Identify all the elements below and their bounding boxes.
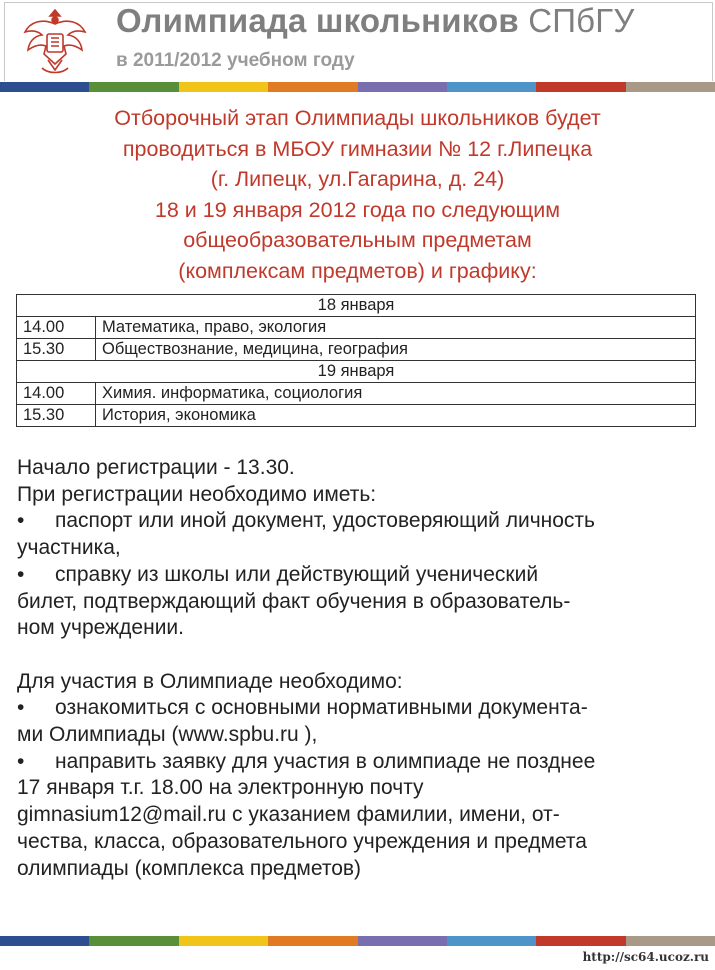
day-header: 19 января <box>17 361 696 383</box>
stripe-segment <box>447 82 536 92</box>
list-item-continuation: олимпиады (комплекса предметов) <box>17 856 362 880</box>
time-cell: 14.00 <box>17 317 96 339</box>
table-row <box>17 339 696 361</box>
list-item <box>17 562 707 589</box>
table-day-row <box>17 295 696 317</box>
stripe-segment <box>179 936 268 946</box>
stripe-segment <box>358 82 447 92</box>
table-row <box>17 405 696 427</box>
university-crest-icon <box>20 4 90 78</box>
title-main: Олимпиада школьников <box>116 2 519 39</box>
stripe-segment <box>268 936 357 946</box>
table-row <box>17 383 696 405</box>
page-subtitle: в 2011/2012 учебном году <box>116 50 355 71</box>
stripe-segment <box>626 936 715 946</box>
watermark: http://sc64.ucoz.ru <box>582 950 709 964</box>
stripe-segment <box>89 82 178 92</box>
top-color-stripe <box>0 82 715 92</box>
bottom-color-stripe <box>0 936 715 946</box>
day-header: 18 января <box>17 295 696 317</box>
stripe-segment <box>268 82 357 92</box>
bullet: • <box>17 749 25 773</box>
announcement-line: (г. Липецк, ул.Гагарина, д. 24) <box>210 167 505 191</box>
list-item-continuation: чества, класса, образовательного учреждения и предмета <box>17 829 587 853</box>
announcement-line: (комплексам предметов) и графику: <box>178 258 537 283</box>
announcement <box>0 103 715 286</box>
announcement-line: Отборочный этап Олимпиады школьников будет <box>114 106 601 130</box>
stripe-segment <box>89 936 178 946</box>
table-day-row <box>17 361 696 383</box>
stripe-segment <box>626 82 715 92</box>
list-item-continuation: 17 января т.г. 18.00 на электронную почту <box>17 776 424 800</box>
subjects-cell: Математика, право, экология <box>96 317 696 339</box>
stripe-segment <box>0 82 89 92</box>
header <box>0 0 715 82</box>
stripe-segment <box>179 82 268 92</box>
list-item-text: паспорт или иной документ, удостоверяющий личность <box>55 509 595 533</box>
list-item-text: направить заявку для участия в олимпиаде не позднее <box>55 749 596 773</box>
stripe-segment <box>536 82 625 92</box>
announcement-line: 18 и 19 января 2012 года по следующим <box>154 197 561 222</box>
list-item-continuation: ми Олимпиады (www.spbu.ru ), <box>17 723 318 747</box>
subjects-cell: История, экономика <box>96 405 696 427</box>
time-cell: 14.00 <box>17 383 96 405</box>
participation-heading: Для участия в Олимпиаде необходимо: <box>17 669 403 693</box>
announcement-line: общеобразовательным предметам <box>183 228 532 252</box>
bullet: • <box>17 562 25 586</box>
list-item-continuation: gimnasium12@mail.ru с указанием фамилии, имени, от- <box>17 803 560 827</box>
list-item-continuation: ном учреждении. <box>17 616 184 640</box>
bullet: • <box>17 509 25 533</box>
stripe-segment <box>358 936 447 946</box>
stripe-segment <box>447 936 536 946</box>
table-row <box>17 317 696 339</box>
time-cell: 15.30 <box>17 339 96 361</box>
schedule-table <box>16 294 696 427</box>
title-org: СПбГУ <box>528 2 635 39</box>
list-item <box>17 695 707 722</box>
bullet: • <box>17 696 25 720</box>
subjects-cell: Химия. информатика, социология <box>96 383 696 405</box>
stripe-segment <box>536 936 625 946</box>
info-text <box>17 455 707 882</box>
subjects-cell: Обществознание, медицина, география <box>96 339 696 361</box>
list-item-continuation: участника, <box>17 536 121 560</box>
list-item-text: справку из школы или действующий ученический <box>55 562 539 586</box>
registration-start: Начало регистрации - 13.30. <box>17 456 295 479</box>
time-cell: 15.30 <box>17 405 96 427</box>
page-title <box>116 2 635 40</box>
list-item-continuation: билет, подтверждающий факт обучения в образователь- <box>17 589 571 613</box>
announcement-line: проводиться в МБОУ гимназии № 12 г.Липецка <box>122 136 593 161</box>
list-item-text: ознакомиться с основными нормативными документа- <box>55 696 588 720</box>
list-item <box>17 749 707 776</box>
list-item <box>17 508 707 535</box>
required-heading: При регистрации необходимо иметь: <box>17 482 377 506</box>
stripe-segment <box>0 936 89 946</box>
